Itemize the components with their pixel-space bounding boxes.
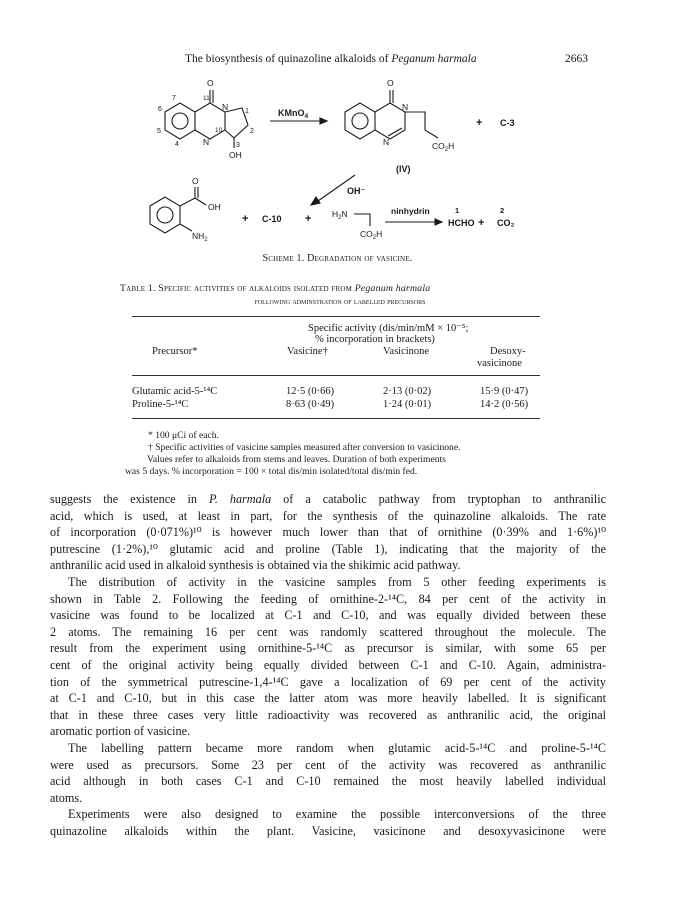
p2-line1: The distribution of activity in the vasicine samples from 5 other feeding experiments is	[68, 574, 606, 589]
p2-line2: shown in Table 2. Following the feeding of ornithine-2-¹⁴C, 84 per cent of the activity in	[50, 591, 606, 606]
h2n-label: $H_2N$	[332, 209, 348, 221]
compound-iv-co2h: $CO_2H$	[432, 141, 455, 153]
specific-activity-header: Specific activity (dis/min/mM × 10⁻⁵;	[308, 323, 469, 334]
vasicine-pos-11: 11	[203, 95, 210, 102]
hcho-label: HCHO	[448, 218, 475, 228]
row2-desoxy: 14·2 (0·56)	[480, 399, 529, 410]
vasicine-pos-4: 4	[175, 141, 179, 148]
amino-co2h-label: $CO_2H$	[360, 229, 383, 241]
kmno4-label: KMnO$_4$	[278, 108, 309, 120]
kmno4-arrowhead	[320, 118, 327, 124]
compound-iv-o-label: O	[387, 78, 394, 88]
p4-line1: Experiments were also designed to examine the possible interconversions of the three	[68, 807, 606, 822]
table-top-rule	[132, 316, 540, 317]
p2-line9: that in these three cases very little radioactivity was recovered as anthranilic acid, the original	[50, 707, 606, 722]
table-caption-species: Peganum harmala	[354, 283, 431, 294]
c10-label: C-10	[262, 214, 282, 224]
vasicine-aromatic-circle	[172, 113, 188, 129]
p3-line2: were used as precursors. Some 23 per cent of the activity was recovered as anthranilic	[50, 757, 606, 772]
anthranilic-benzene-ring	[150, 197, 180, 233]
table-footnote-1: * 100 μCi of each.	[148, 430, 219, 441]
amino-fragment-bonds	[354, 214, 370, 226]
row2-precursor: Proline-5-¹⁴C	[132, 399, 189, 410]
col-desoxy-line1: Desoxy-	[490, 346, 526, 357]
table-footnote-2: † Specific activities of vasicine samples measured after conversion to vasicinone.	[148, 442, 461, 453]
table-bottom-rule	[132, 418, 540, 419]
compound-iv-n2-label: N	[383, 137, 390, 147]
hcho-carbon-1: 1	[455, 206, 460, 215]
table-caption-line2: following adminstration of labelled precursors	[254, 296, 426, 306]
compound-iv-label: (IV)	[396, 164, 411, 174]
plus-c3: +	[476, 117, 483, 129]
vasicine-pos-3: 3	[236, 142, 240, 149]
table-header-rule	[132, 375, 540, 376]
paragraph-1	[50, 491, 606, 574]
running-title-text: The biosynthesis of quinazoline alkaloids of	[185, 53, 392, 65]
col-precursor: Precursor*	[152, 346, 198, 357]
vasicine-pos-10: 10	[215, 127, 223, 134]
anthranilic-cooh-bond	[180, 198, 195, 206]
table-caption-line1	[120, 283, 560, 294]
plus-co2: +	[478, 217, 485, 229]
degradation-scheme	[0, 0, 675, 250]
co2-carbon-2: 2	[500, 206, 505, 215]
row1-vasicine: 12·5 (0·66)	[286, 386, 335, 397]
p2-line7: tion of the symmetrical putrescine-1,4-¹⁴C gave a localization of 69 per cent of the activity	[50, 674, 606, 689]
ninhydrin-label: ninhydrin	[391, 206, 430, 216]
vasicine-n-label: N	[222, 102, 229, 112]
compound-iv-n-label: N	[402, 102, 409, 112]
row1-precursor: Glutamic acid-5-¹⁴C	[132, 386, 218, 397]
body-text	[50, 491, 606, 839]
row2-vasicinone: 1·24 (0·01)	[383, 399, 432, 410]
compound-iv-double-bond	[388, 128, 402, 136]
p1-line4: putrescine (1·2%),¹⁰ glutamic acid and proline (Table 1), indicating that the majority of the	[50, 541, 606, 556]
compound-iv-benzene-ring	[345, 103, 375, 139]
anthranilic-oh-label: OH	[208, 202, 221, 212]
plus-h2n: +	[305, 213, 312, 225]
anthranilic-nh2-label: $NH_2$	[192, 231, 208, 243]
row1-desoxy: 15·9 (0·47)	[480, 386, 529, 397]
p2-line10: aromatic portion of vasicine.	[50, 724, 191, 739]
p1-line5: anthranilic acid used in alkaloid synthesis is obtained via the shikimic acid pathway.	[50, 558, 461, 573]
page-number: 2663	[565, 53, 588, 65]
vasicine-pos-2: 2	[250, 128, 254, 135]
p2-line4: 2 atoms. The remaining 16 per cent was randomly scattered throughout the molecule. The	[50, 624, 606, 639]
row1-vasicinone: 2·13 (0·02)	[383, 386, 432, 397]
anthranilic-o-label: O	[192, 176, 199, 186]
vasicine-n2-label: N	[203, 137, 210, 147]
co2-label: CO₂	[497, 218, 515, 228]
ninhydrin-arrowhead	[435, 219, 442, 225]
anthranilic-oh-bond	[195, 198, 206, 205]
p3-line1: The labelling pattern became more random when glutamic acid-5-¹⁴C and proline-5-¹⁴C	[68, 740, 606, 755]
paragraph-3	[50, 740, 606, 806]
p4-line2: quinazoline alkaloids within the plant. Vasicine, vasicinone and desoxyvasicinone were	[50, 823, 606, 838]
compound-iv-side-chain	[405, 112, 438, 138]
vasicine-pos-1: 1	[245, 108, 249, 115]
p1-line3: of incorporation (0·071%)¹⁰ is however much lower than that of ornithine (0·39% and 1·6%)¹⁰	[50, 525, 606, 540]
vasicine-pos-7: 7	[172, 95, 176, 102]
vasicine-pos-5: 5	[157, 128, 161, 135]
p3-line3: acid although in both cases C-1 and C-10 remained the most heavily labelled individual	[50, 774, 606, 789]
vasicine-o-label: O	[207, 78, 214, 88]
compound-iv-aromatic-circle	[352, 113, 368, 129]
p2-line5: result from the experiment using ornithine-5-¹⁴C as precursor is similar, with some 65 per	[50, 641, 606, 656]
oh-arrowhead	[311, 197, 320, 205]
row2-vasicine: 8·63 (0·49)	[286, 399, 335, 410]
p2-line3: vasicine was found to be localized at C-1 and C-10, and was equally divided between these	[50, 608, 606, 623]
running-title-species: Peganum harmala	[391, 53, 477, 65]
anthranilic-nh2-bond	[180, 224, 192, 231]
p1-line1: suggests the existence in P. harmala of a catabolic pathway from tryptophan to anthranilic	[50, 492, 606, 506]
col-vasicine: Vasicine†	[287, 346, 328, 357]
vasicine-oh-label: OH	[229, 150, 242, 160]
col-desoxy-line2: vasicinone	[477, 358, 522, 369]
table-caption-text: Table 1. Specific activities of alkaloids isolated from	[120, 283, 355, 294]
paragraph-2	[50, 574, 606, 740]
p2-line8: at C-1 and C-10, but in this case the latter atom was more heavily labelled. It is significant	[50, 691, 606, 706]
scheme-caption: Scheme 1. Degradation of vasicine.	[262, 253, 413, 264]
vasicine-benzene-ring	[165, 103, 195, 139]
incorporation-header: % incorporation in brackets)	[315, 334, 435, 345]
oh-minus-label: OH⁻	[347, 186, 366, 196]
plus-c10: +	[242, 213, 249, 225]
table-footnote-4: was 5 days. % incorporation = 100 × total dis/min isolated/total dis/min fed.	[125, 466, 418, 477]
table-footnote-3: Values refer to alkaloids from stems and leaves. Duration of both experiments	[147, 454, 446, 465]
p3-line4: atoms.	[50, 790, 83, 805]
compound-iv-pyrimidine-ring	[375, 103, 405, 139]
vasicine-pos-6: 6	[158, 106, 162, 113]
anthranilic-aromatic-circle	[157, 207, 173, 223]
paragraph-4	[50, 806, 606, 839]
p1-line2: acid, which is used, at least in part, for the synthesis of the quinazoline alkaloids. The rate	[50, 508, 606, 523]
col-vasicinone: Vasicinone	[383, 346, 430, 357]
c3-label: C-3	[500, 118, 515, 128]
p2-line6: cent of the original activity being equally divided between C-1 and C-10. Again, administra-	[50, 657, 606, 672]
